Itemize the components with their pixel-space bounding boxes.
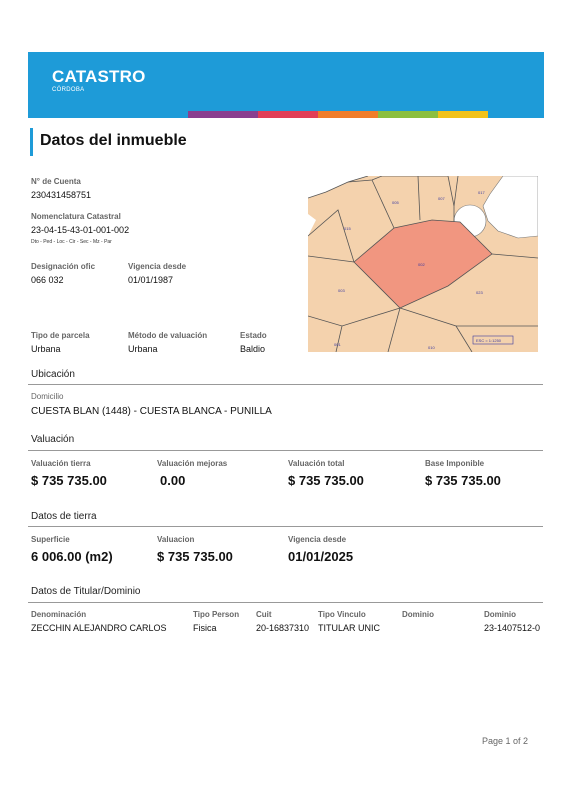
designacion-value: 066 032 xyxy=(31,275,64,285)
estado-label: Estado xyxy=(240,331,267,340)
superficie-label: Superficie xyxy=(31,535,70,544)
page-title: Datos del inmueble xyxy=(40,132,187,149)
cuenta-value: 230431458751 xyxy=(31,190,92,200)
lot-number: 001 xyxy=(334,342,341,347)
brand-name: CATASTRO xyxy=(52,67,146,86)
lot-number: 015 xyxy=(344,226,351,231)
domicilio-label: Domicilio xyxy=(31,392,64,401)
lot-number: 007 xyxy=(438,196,445,201)
valuacion-title: Valuación xyxy=(31,434,75,445)
tierra-title: Datos de tierra xyxy=(31,511,97,522)
title-accent xyxy=(30,128,33,156)
designacion-label: Designación ofic xyxy=(31,262,96,271)
titular-cell: Fisica xyxy=(193,623,217,633)
col-header: Cuit xyxy=(256,610,272,619)
divider xyxy=(28,384,543,385)
base-imponible-label: Base Imponible xyxy=(425,459,485,468)
brand-sub: CÓRDOBA xyxy=(52,87,85,93)
lot-number: 017 xyxy=(478,190,485,195)
nomenclatura-legend: Dto - Ped - Loc - Cir - Sec - Mz - Par xyxy=(31,239,112,245)
divider xyxy=(28,602,543,603)
ubicacion-title: Ubicación xyxy=(31,369,75,380)
tierra-valuacion-value: $ 735 735.00 xyxy=(157,549,233,564)
catastro-logo xyxy=(52,68,146,93)
titular-cell: 23-1407512-0 xyxy=(484,623,541,633)
base-imponible-value: $ 735 735.00 xyxy=(425,473,501,488)
lot-number: 005 xyxy=(392,200,399,205)
map-scale: ESC = 1:1250 xyxy=(476,338,502,343)
color-stripe xyxy=(28,111,544,118)
superficie-value: 6 006.00 (m2) xyxy=(31,549,113,564)
nomenclatura-value: 23-04-15-43-01-001-002 xyxy=(31,225,130,235)
lot-number: 023 xyxy=(476,290,483,295)
estado-value: Baldio xyxy=(240,344,266,354)
tierra-vigencia-label: Vigencia desde xyxy=(288,535,347,544)
page-number: Page 1 of 2 xyxy=(481,736,528,746)
valuacion-total-label: Valuación total xyxy=(288,459,345,468)
cuenta-label: N° de Cuenta xyxy=(31,177,81,186)
tipo-parcela-label: Tipo de parcela xyxy=(31,331,90,340)
vigencia-value: 01/01/1987 xyxy=(128,275,174,285)
vigencia-label: Vigencia desde xyxy=(128,262,187,271)
valuacion-tierra-value: $ 735 735.00 xyxy=(31,473,107,488)
valuacion-mejoras-label: Valuación mejoras xyxy=(157,459,228,468)
tierra-vigencia-value: 01/01/2025 xyxy=(288,549,354,564)
valuacion-mejoras-value: 0.00 xyxy=(160,473,186,488)
titular-cell: 20-16837310 xyxy=(256,623,310,633)
parcel-map[interactable] xyxy=(308,176,538,352)
metodo-label: Método de valuación xyxy=(128,331,208,340)
col-header: Tipo Person xyxy=(193,610,240,619)
titular-title: Datos de Titular/Dominio xyxy=(31,586,141,597)
tierra-valuacion-label: Valuacion xyxy=(157,535,195,544)
lot-number: 003 xyxy=(338,288,345,293)
valuacion-tierra-label: Valuación tierra xyxy=(31,459,91,468)
tipo-parcela-value: Urbana xyxy=(31,344,61,354)
divider xyxy=(28,526,543,527)
nomenclatura-label: Nomenclatura Catastral xyxy=(31,212,121,221)
valuacion-total-value: $ 735 735.00 xyxy=(288,473,364,488)
col-header: Dominio xyxy=(484,610,516,619)
col-header: Tipo Vinculo xyxy=(318,610,366,619)
lot-number: 002 xyxy=(418,262,425,267)
metodo-value: Urbana xyxy=(128,344,158,354)
lot-number: 010 xyxy=(428,345,435,350)
col-header: Denominación xyxy=(31,610,87,619)
header-banner xyxy=(28,52,544,118)
titular-cell: TITULAR UNIC xyxy=(318,623,381,633)
col-header: Dominio xyxy=(402,610,434,619)
domicilio-value: CUESTA BLAN (1448) - CUESTA BLANCA - PUNILLA xyxy=(31,406,272,417)
titular-cell: ZECCHIN ALEJANDRO CARLOS xyxy=(31,623,167,633)
divider xyxy=(28,450,543,451)
